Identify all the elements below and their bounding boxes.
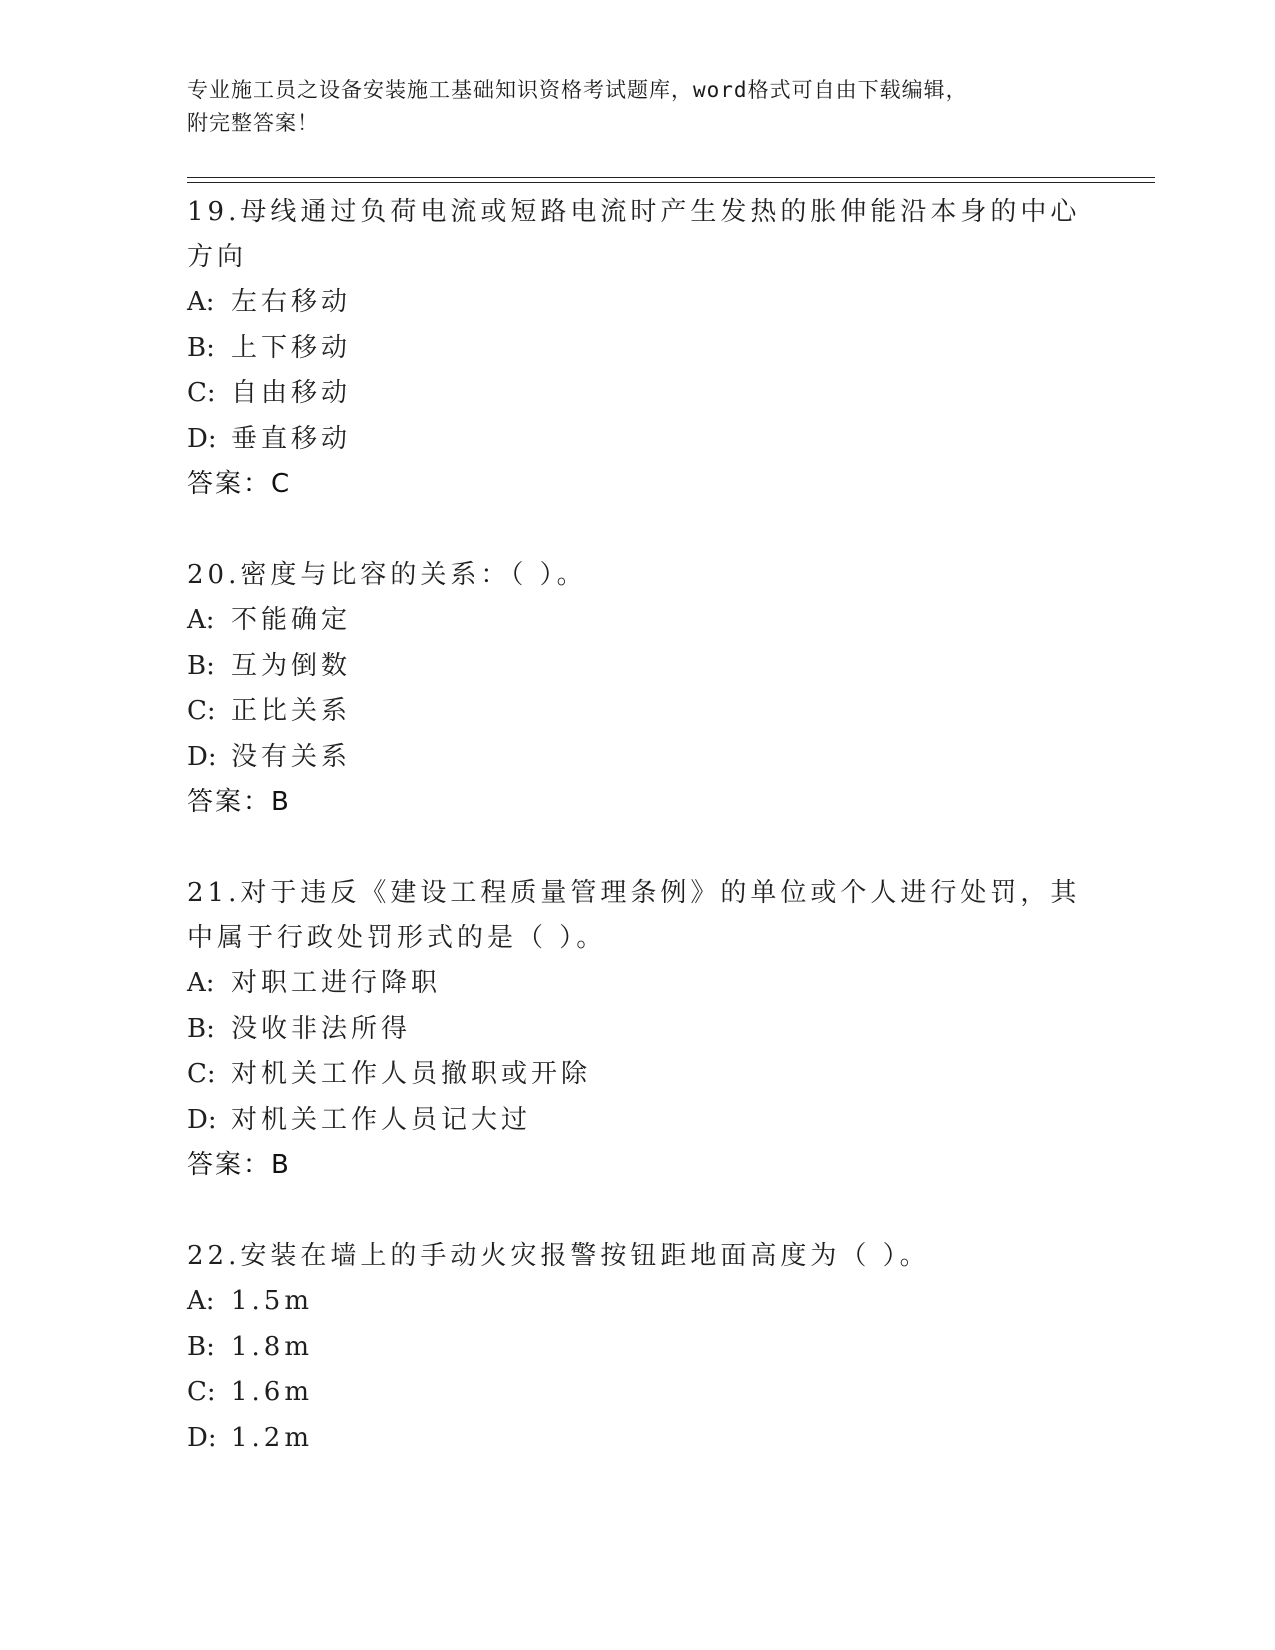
question-list bbox=[187, 190, 1087, 1507]
option-letter: D: bbox=[187, 1422, 217, 1453]
option-d bbox=[187, 1416, 1087, 1462]
option-a bbox=[187, 961, 1087, 1007]
answer-line: 答案：B bbox=[187, 1150, 291, 1180]
option-text: 互为倒数 bbox=[231, 650, 352, 681]
question-text: 22.安装在墙上的手动火灾报警按钮距地面高度为（ ）。 bbox=[187, 1241, 930, 1271]
option-d bbox=[187, 1098, 1087, 1144]
header-divider-top bbox=[187, 177, 1155, 178]
header-line-1: 专业施工员之设备安装施工基础知识资格考试题库，word格式可自由下载编辑， bbox=[187, 78, 968, 102]
option-text: 对机关工作人员撤职或开除 bbox=[231, 1059, 592, 1089]
option-text: 1.8m bbox=[231, 1331, 314, 1362]
option-text: 正比关系 bbox=[231, 696, 352, 726]
question-text: 21.对于违反《建设工程质量管理条例》的单位或个人进行处罚，其中属于行政处罚形式的是（ ）。 bbox=[187, 878, 1081, 953]
question-22 bbox=[187, 1234, 1087, 1461]
option-b bbox=[187, 644, 1087, 690]
option-letter: A: bbox=[187, 968, 215, 998]
option-letter: A: bbox=[187, 287, 215, 317]
option-text: 不能确定 bbox=[231, 605, 352, 635]
question-20 bbox=[187, 553, 1087, 825]
option-letter: B: bbox=[187, 332, 215, 363]
option-text: 自由移动 bbox=[231, 378, 352, 408]
option-a bbox=[187, 280, 1087, 326]
option-letter: D: bbox=[187, 1104, 217, 1135]
option-a bbox=[187, 1279, 1087, 1325]
option-c bbox=[187, 1370, 1087, 1416]
option-text: 垂直移动 bbox=[231, 423, 352, 454]
option-c bbox=[187, 371, 1087, 417]
question-19 bbox=[187, 190, 1087, 507]
option-d bbox=[187, 417, 1087, 463]
answer-line: 答案：B bbox=[187, 787, 291, 817]
option-text: 上下移动 bbox=[231, 332, 352, 363]
document-header bbox=[187, 74, 1087, 140]
option-c bbox=[187, 1052, 1087, 1098]
option-letter: B: bbox=[187, 650, 215, 681]
option-letter: C: bbox=[187, 378, 216, 408]
option-a bbox=[187, 598, 1087, 644]
option-text: 1.2m bbox=[231, 1422, 314, 1453]
header-divider-bottom bbox=[187, 182, 1155, 183]
option-text: 没有关系 bbox=[231, 741, 352, 772]
option-b bbox=[187, 326, 1087, 372]
option-letter: B: bbox=[187, 1331, 215, 1362]
option-text: 1.6m bbox=[231, 1377, 314, 1407]
header-line-2: 附完整答案！ bbox=[187, 111, 319, 135]
question-21 bbox=[187, 871, 1087, 1188]
question-text: 19.母线通过负荷电流或短路电流时产生发热的胀伸能沿本身的中心方向 bbox=[187, 197, 1081, 272]
option-d bbox=[187, 735, 1087, 781]
option-letter: D: bbox=[187, 741, 217, 772]
option-text: 对机关工作人员记大过 bbox=[231, 1104, 532, 1135]
option-b bbox=[187, 1007, 1087, 1053]
option-letter: C: bbox=[187, 1059, 216, 1089]
option-letter: A: bbox=[187, 605, 215, 635]
option-letter: C: bbox=[187, 1377, 216, 1407]
option-letter: B: bbox=[187, 1013, 215, 1044]
answer-line: 答案：C bbox=[187, 469, 292, 499]
option-b bbox=[187, 1325, 1087, 1371]
question-text: 20.密度与比容的关系：（ ）。 bbox=[187, 560, 587, 590]
option-text: 没收非法所得 bbox=[231, 1013, 412, 1044]
option-text: 对职工进行降职 bbox=[231, 968, 442, 998]
option-text: 左右移动 bbox=[231, 287, 352, 317]
option-text: 1.5m bbox=[231, 1286, 314, 1316]
option-letter: C: bbox=[187, 696, 216, 726]
option-letter: A: bbox=[187, 1286, 215, 1316]
option-letter: D: bbox=[187, 423, 217, 454]
option-c bbox=[187, 689, 1087, 735]
